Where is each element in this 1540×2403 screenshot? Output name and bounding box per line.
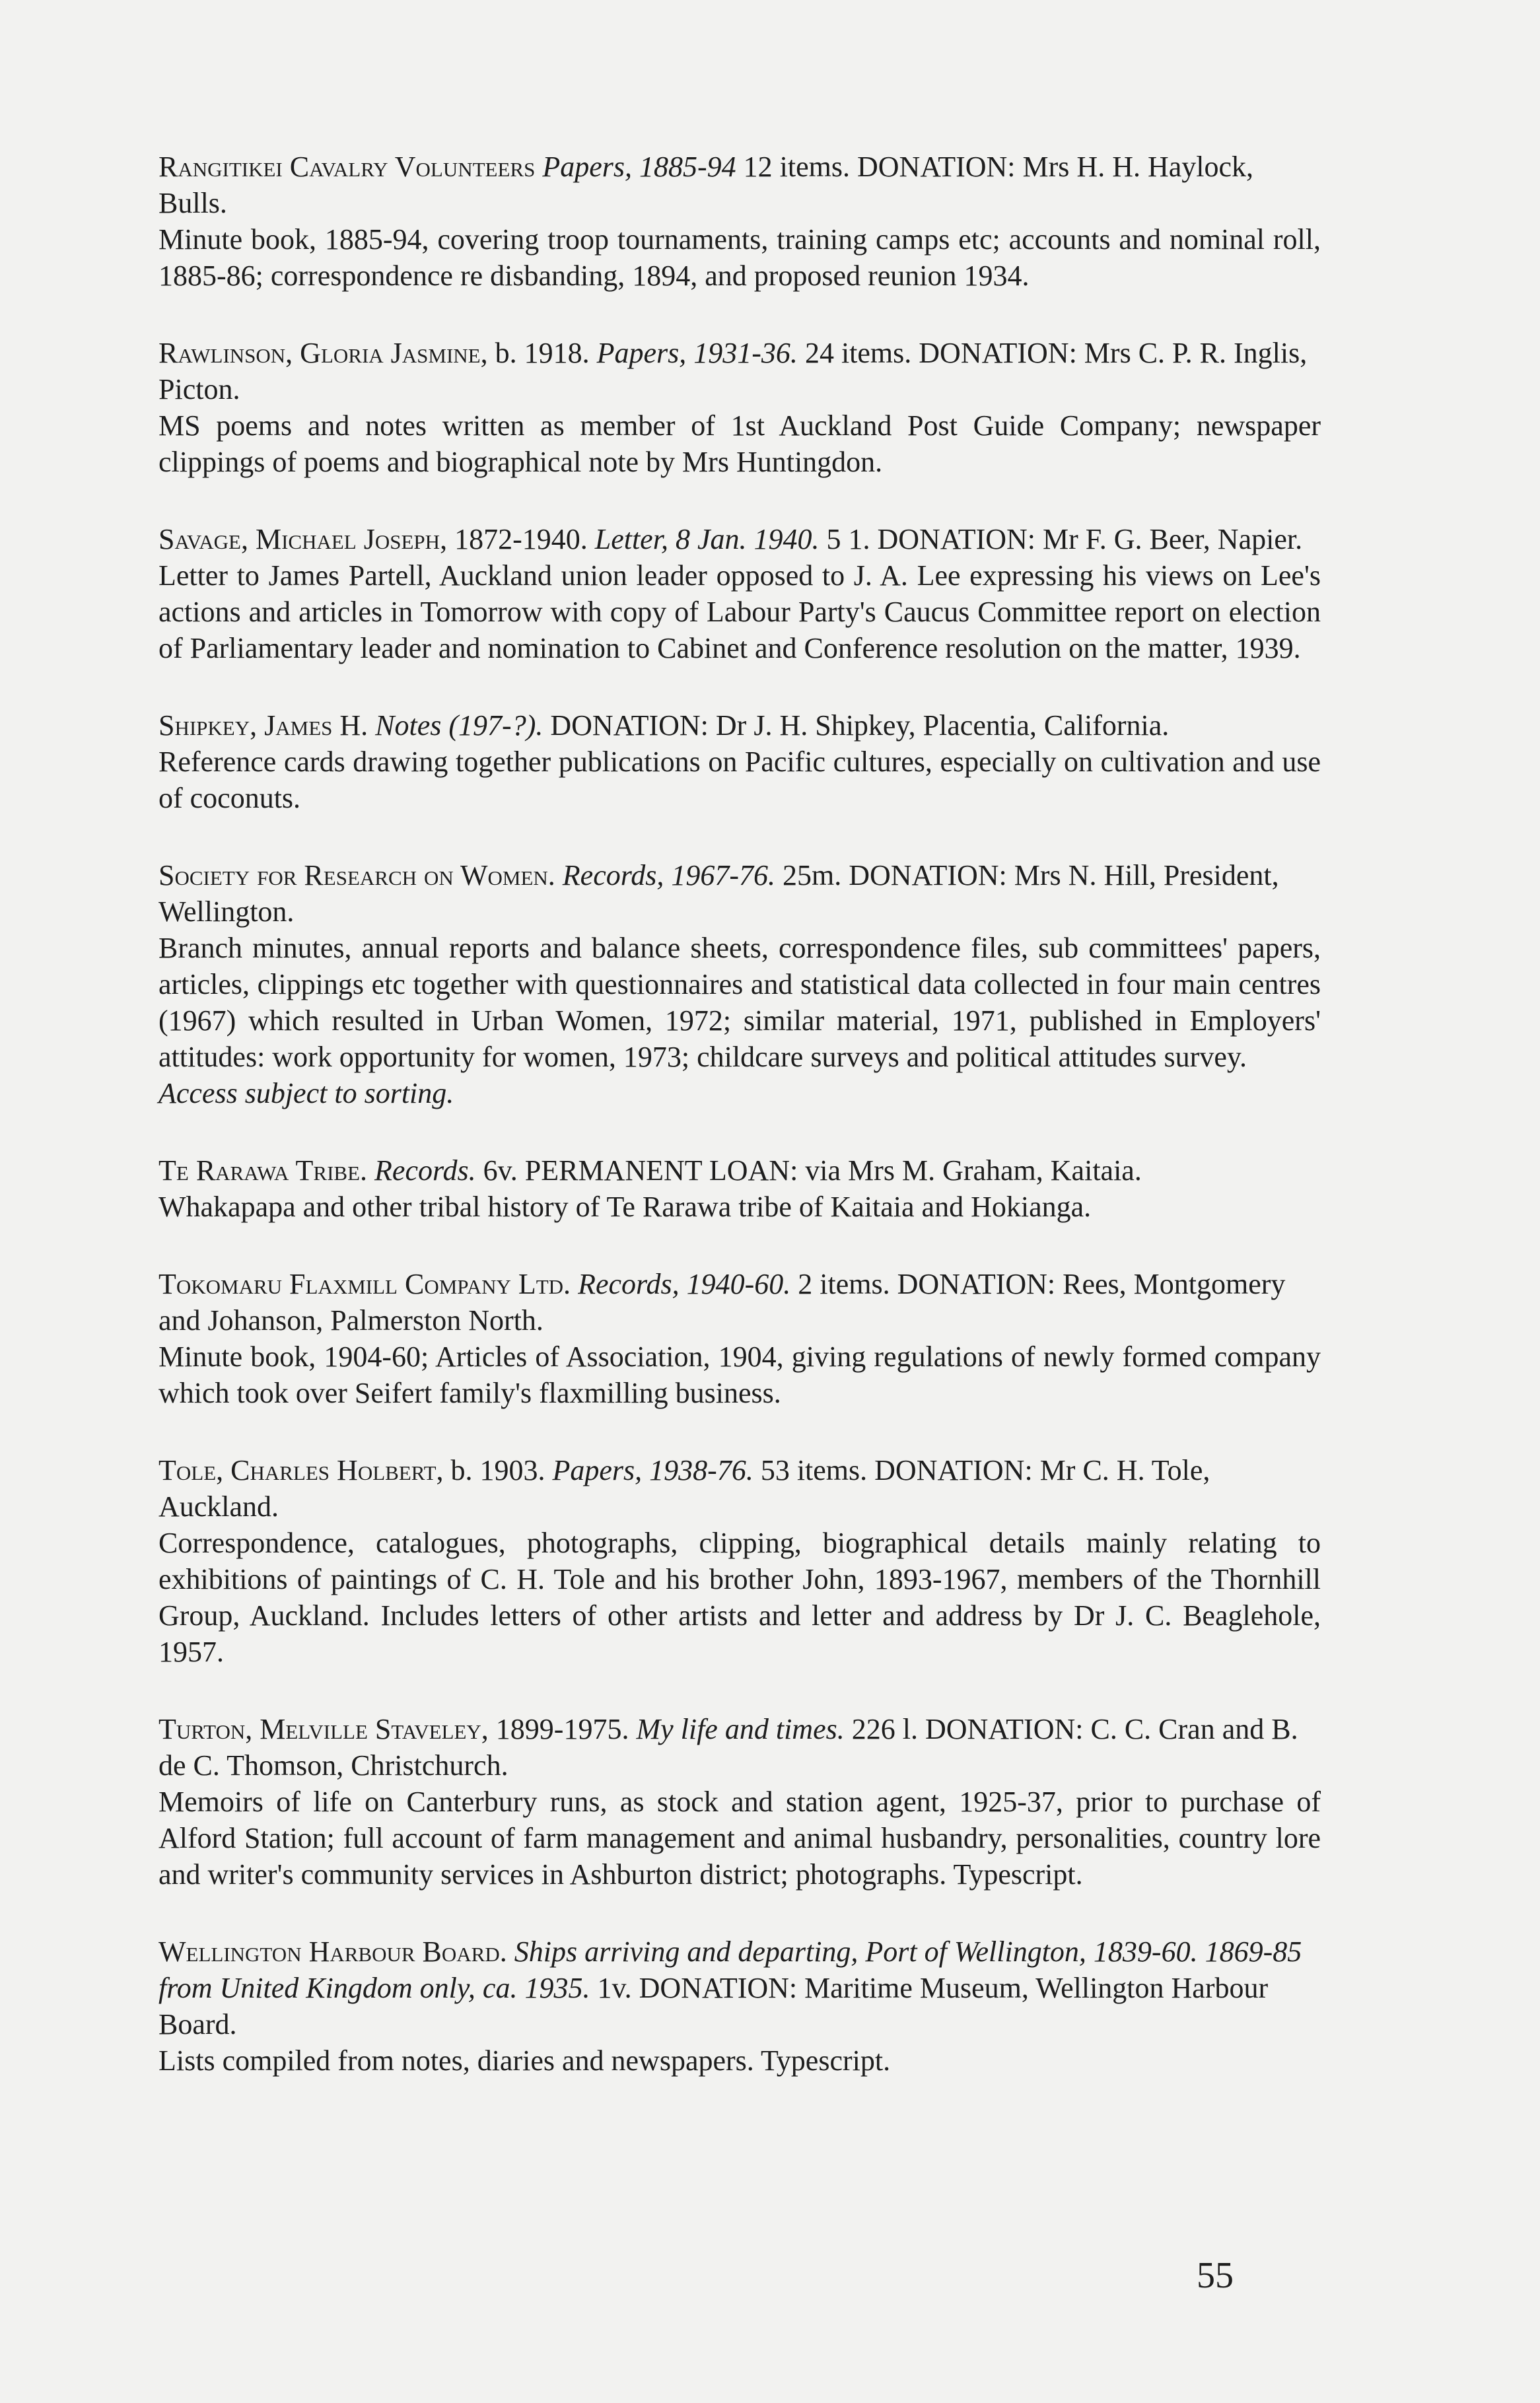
entry-access-note: Access subject to sorting.: [158, 1077, 454, 1109]
entry-extent: 53 items.: [760, 1454, 868, 1486]
entry-title: Records, 1940-60.: [578, 1268, 791, 1300]
catalogue-entry: [158, 335, 1321, 480]
entry-extent: 12 items.: [743, 151, 850, 183]
entry-source: Rees, Montgomery and Johanson, Palmerston North.: [158, 1268, 1286, 1337]
page-number: 55: [1197, 2255, 1234, 2296]
entry-heading: [158, 1152, 1321, 1189]
entry-title: Papers, 1885-94: [542, 151, 736, 183]
entry-name: Society for Research on Women.: [158, 859, 555, 891]
entry-name: Te Rarawa Tribe.: [158, 1154, 368, 1187]
entry-title: Ships arriving and departing, Port of Wellington, 1839-60. 1869-85 from United Kingdom only, ca. 1935.: [158, 1935, 1302, 2004]
entry-source-label: DONATION:: [877, 523, 1036, 555]
entry-name: Turton, Melville Staveley: [158, 1713, 481, 1745]
catalogue-entry: [158, 521, 1321, 666]
entry-title: My life and times.: [636, 1713, 845, 1745]
entry-description: Lists compiled from notes, diaries and newspapers. Typescript.: [158, 2044, 891, 2077]
entry-title: Papers, 1931-36.: [596, 337, 798, 369]
entry-source-label: DONATION:: [550, 709, 709, 742]
entry-dates: , 1899-1975.: [481, 1713, 629, 1745]
catalogue-entry: [158, 707, 1321, 816]
entry-source-label: DONATION:: [919, 337, 1077, 369]
entry-name: Rawlinson, Gloria Jasmine: [158, 337, 481, 369]
entry-heading: [158, 707, 1321, 744]
entry-heading: [158, 857, 1321, 930]
entry-source-label: DONATION:: [849, 859, 1007, 891]
entry-extent: 25m.: [783, 859, 842, 891]
entry-description: Reference cards drawing together publications on Pacific cultures, especially on cultivation and use of coconuts.: [158, 746, 1321, 814]
catalogue-entries: [158, 149, 1321, 2120]
entry-name: Wellington Harbour Board.: [158, 1935, 507, 1968]
entry-source: Mrs C. P. R. Inglis, Picton.: [158, 337, 1308, 405]
entry-dates: , b. 1918.: [480, 337, 590, 369]
entry-source: Dr J. H. Shipkey, Placentia, California.: [715, 709, 1170, 742]
entry-source-label: DONATION:: [897, 1268, 1056, 1300]
entry-heading: [158, 1266, 1321, 1339]
entry-heading: [158, 1452, 1321, 1525]
entry-heading: [158, 1711, 1321, 1784]
entry-heading: [158, 521, 1321, 557]
entry-extent: 6v.: [483, 1154, 518, 1187]
entry-source: Mrs H. H. Haylock, Bulls.: [158, 151, 1254, 219]
entry-source-label: DONATION:: [925, 1713, 1084, 1745]
entry-title: Records.: [374, 1154, 476, 1187]
entry-heading: [158, 149, 1321, 221]
entry-extent: 1v.: [597, 1972, 632, 2004]
entry-name: Tole, Charles Holbert: [158, 1454, 437, 1486]
entry-name: Tokomaru Flaxmill Company Ltd.: [158, 1268, 571, 1300]
entry-description: Branch minutes, annual reports and balance sheets, correspondence files, sub committees' papers, articles, clippings etc together with questionnaires and statistical data collected in four main centres (1967) which resulted in Urban Women, 1972; similar material, 1971, published in Employers' attitudes: work opportunity for women, 1973; childcare surveys and political attitudes survey.: [158, 932, 1321, 1073]
catalogue-entry: [158, 1452, 1321, 1670]
catalogue-entry: [158, 1152, 1321, 1225]
entry-source: Mr C. H. Tole, Auckland.: [158, 1454, 1210, 1523]
entry-title: Records, 1967-76.: [562, 859, 775, 891]
entry-dates: , b. 1903.: [436, 1454, 545, 1486]
entry-source: Mrs N. Hill, President, Wellington.: [158, 859, 1279, 928]
entry-extent: 226 l.: [851, 1713, 918, 1745]
entry-name: Shipkey, James H.: [158, 709, 368, 742]
entry-title: Notes (197-?).: [375, 709, 543, 742]
catalogue-entry: [158, 1711, 1321, 1893]
entry-source-label: PERMANENT LOAN:: [524, 1154, 798, 1187]
entry-source: via Mrs M. Graham, Kaitaia.: [805, 1154, 1142, 1187]
catalogue-entry: [158, 857, 1321, 1111]
catalogue-entry: [158, 149, 1321, 294]
entry-extent: 24 items.: [804, 337, 912, 369]
entry-description: Memoirs of life on Canterbury runs, as stock and station agent, 1925-37, prior to purchase of Alford Station; full account of farm management and animal husbandry, personalities, country lore and writer's community services in Ashburton district; photographs. Typescript.: [158, 1786, 1321, 1891]
entry-source-label: DONATION:: [639, 1972, 798, 2004]
entry-source-label: DONATION:: [857, 151, 1016, 183]
catalogue-entry: [158, 1933, 1321, 2079]
entry-source-label: DONATION:: [874, 1454, 1033, 1486]
entry-extent: 2 items.: [798, 1268, 890, 1300]
entry-name: Savage, Michael Joseph: [158, 523, 440, 555]
entry-source: C. C. Cran and B. de C. Thomson, Christchurch.: [158, 1713, 1298, 1782]
entry-description: Whakapapa and other tribal history of Te Rarawa tribe of Kaitaia and Hokianga.: [158, 1191, 1092, 1223]
entry-source: Mr F. G. Beer, Napier.: [1043, 523, 1303, 555]
entry-heading: [158, 335, 1321, 407]
entry-name: Rangitikei Cavalry Volunteers: [158, 151, 536, 183]
entry-heading: [158, 1933, 1321, 2042]
entry-extent: 5 1.: [826, 523, 870, 555]
entry-title: Papers, 1938-76.: [552, 1454, 753, 1486]
entry-dates: , 1872-1940.: [440, 523, 588, 555]
catalogue-entry: [158, 1266, 1321, 1411]
entry-description: Minute book, 1904-60; Articles of Association, 1904, giving regulations of newly formed company which took over Seifert family's flaxmilling business.: [158, 1341, 1321, 1409]
entry-description: MS poems and notes written as member of 1st Auckland Post Guide Company; newspaper clippings of poems and biographical note by Mrs Huntingdon.: [158, 409, 1321, 478]
entry-description: Correspondence, catalogues, photographs, clipping, biographical details mainly relating to exhibitions of paintings of C. H. Tole and his brother John, 1893-1967, members of the Thornhill Group, Auckland. Includes letters of other artists and letter and address by Dr J. C. Beaglehole, 1957.: [158, 1527, 1321, 1668]
entry-title: Letter, 8 Jan. 1940.: [594, 523, 820, 555]
entry-source: Maritime Museum, Wellington Harbour Board.: [158, 1972, 1269, 2040]
entry-description: Letter to James Partell, Auckland union leader opposed to J. A. Lee expressing his views on Lee's actions and articles in Tomorrow with copy of Labour Party's Caucus Committee report on election of Parliamentary leader and nomination to Cabinet and Conference resolution on the matter, 1939.: [158, 559, 1321, 664]
entry-description: Minute book, 1885-94, covering troop tournaments, training camps etc; accounts and nominal roll, 1885-86; correspondence re disbanding, 1894, and proposed reunion 1934.: [158, 223, 1321, 292]
